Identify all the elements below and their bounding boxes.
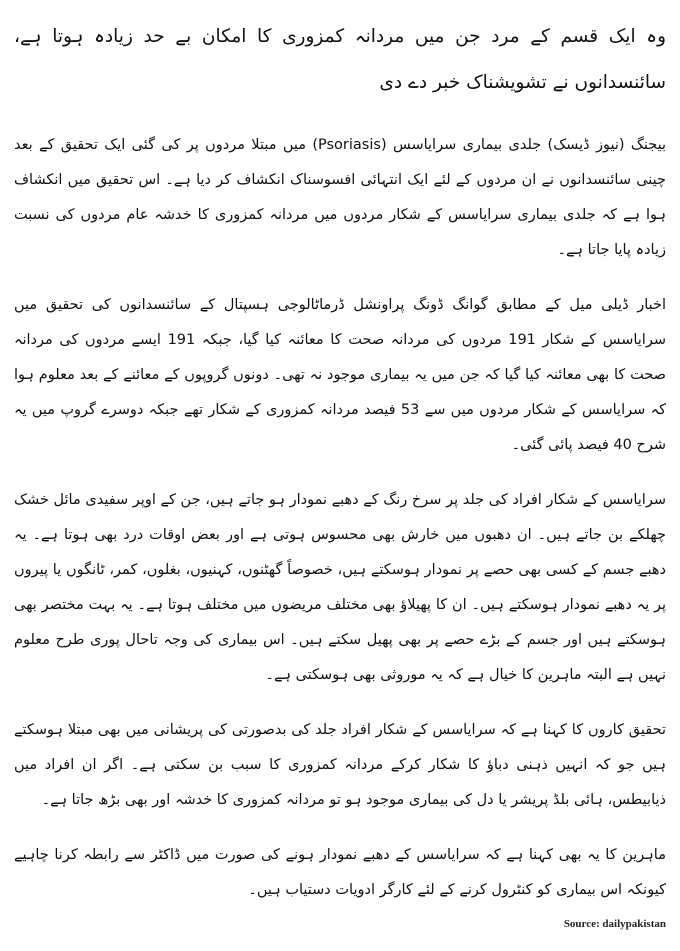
article-headline: وہ ایک قسم کے مرد جن میں مردانہ کمزوری کا امکان بے حد زیادہ ہوتا ہے، سائنسدانوں نے تشویشناک خبر دے دی [14, 26, 666, 93]
article [14, 14, 666, 928]
source-credit: Source: dailypakistan [563, 918, 666, 930]
article-paragraph: اخبار ڈیلی میل کے مطابق گوانگ ڈونگ پراونشل ڈرماٹالوجی ہسپتال کے سائنسدانوں کی تحقیق میں سرایاسس کے شکار 191 مردوں کی مردانہ صحت کا معائنہ کیا گیا، جبکہ 191 ایسے مردوں کی مردانہ صحت کا بھی معائنہ کیا گیا کہ جن میں یہ بیماری موجود نہ تھی۔ دونوں گروپوں کے معائنے کے بعد معلوم ہوا کہ سرایاسس کے شکار مردوں میں سے 53 فیصد مردانہ کمزوری کے شکار تھے جبکہ دوسرے گروپ میں یہ شرح 40 فیصد پائی گئی۔ [14, 297, 667, 453]
article-paragraph: بیجنگ (نیوز ڈیسک) جلدی بیماری سرایاسس (Psoriasis) میں مبتلا مردوں پر کی گئی ایک تحقیق کے بعد چینی سائنسدانوں نے ان مردوں کے لئے ایک انتہائی افسوسناک انکشاف کر دیا ہے۔ اس تحقیق میں انکشاف ہوا ہے کہ جلدی بیماری سرایاسس کے شکار مردوں میں مردانہ کمزوری کا خدشہ عام مردوں کی نسبت زیادہ پایا جاتا ہے۔ [14, 137, 666, 258]
article-paragraph: تحقیق کاروں کا کہنا ہے کہ سرایاسس کے شکار افراد جلد کی بدصورتی کی پریشانی میں بھی مبتلا ہوسکتے ہیں جو کہ انہیں ذہنی دباؤ کا شکار کرکے مردانہ کمزوری کا سبب بن سکتی ہے۔ اگر ان افراد میں ذیابیطس، ہائی بلڈ پریشر یا دل کی بیماری موجود ہو تو مردانہ کمزوری کا خدشہ اور بھی بڑھ جاتا ہے۔ [14, 722, 666, 808]
article-paragraph: ماہرین کا یہ بھی کہنا ہے کہ سرایاسس کے دھبے نمودار ہونے کی صورت میں ڈاکٹر سے رابطہ کرنا چاہیے کیونکہ اس بیماری کو کنٹرول کرنے کے لئے کارگر ادویات دستیاب ہیں۔ [14, 847, 666, 898]
article-paragraph: سرایاسس کے شکار افراد کی جلد پر سرخ رنگ کے دھبے نمودار ہو جاتے ہیں، جن کے اوپر سفیدی مائل خشک چھلکے بن جاتے ہیں۔ ان دھبوں میں خارش بھی محسوس ہوتی ہے اور بعض اوقات درد بھی ہوتا ہے۔ یہ دھبے جسم کے کسی بھی حصے پر نمودار ہوسکتے ہیں، خصوصاً گھٹنوں، کہنیوں، بغلوں، کمر، ٹانگوں یا پیروں پر یہ دھبے نمودار ہوسکتے ہیں۔ ان کا پھیلاؤ بھی مختلف مریضوں میں مختلف ہوتا ہے۔ یہ بہت مختصر بھی ہوسکتے ہیں اور جسم کے بڑے حصے پر بھی پھیل سکتے ہیں۔ اس بیماری کی وجہ تاحال پوری طرح معلوم نہیں ہے البتہ ماہرین کا خیال ہے کہ یہ موروثی بھی ہوسکتی ہے۔ [14, 492, 666, 683]
